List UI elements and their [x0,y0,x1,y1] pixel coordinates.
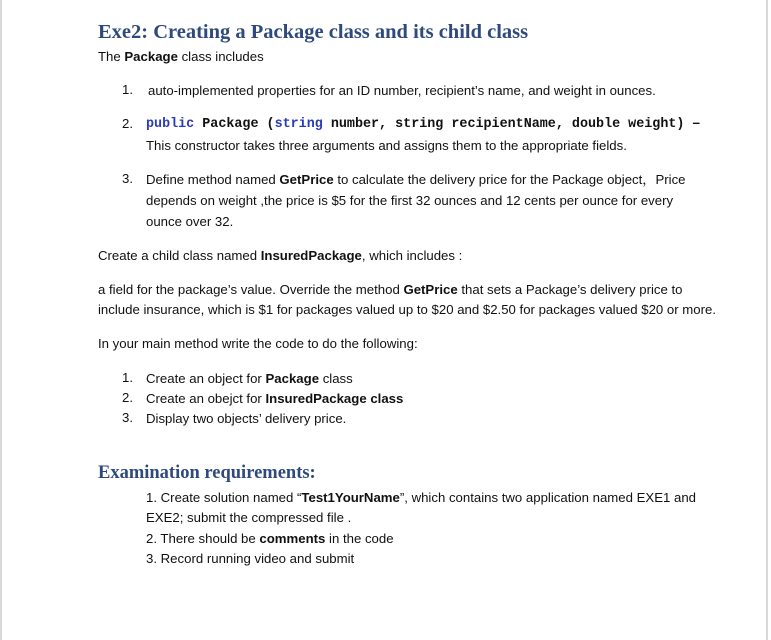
field-line-1 [98,281,683,298]
exam-req-3: 3. Record running video and submit [146,551,355,566]
item-1-number: 1. [122,82,133,97]
child-pre: Create a child class named [98,248,261,263]
main-item-2-number: 2. [122,390,133,405]
child-class-line [98,247,462,264]
field-line-2: include insurance, which is $1 for packages valued up to $20 and $2.50 for packages valued $20 or more. [98,302,717,317]
param-weight: weight) [620,117,693,132]
intro-pre: The [98,49,125,64]
field-post: that sets a Package’s delivery price to [457,282,683,297]
item-3-bold: GetPrice [279,172,334,187]
exam-req-2-post: in the code [325,531,394,546]
exam-req-1-post: ”, which contains two application named EXE1 and [399,490,697,505]
child-bold: InsuredPackage [260,248,362,263]
exam-req-1-bold: Test1YourName [301,490,400,505]
signature-dash: – [692,115,700,130]
main-item-1-bold: Package [265,371,320,386]
main-intro: In your main method write the code to do the following: [98,336,418,351]
keyword-public: public [146,117,195,132]
main-item-1-post: class [319,371,353,386]
exam-req-1-pre: 1. Create solution named “ [146,490,302,505]
main-item-2-bold: InsuredPackage class [265,391,404,406]
param-number: number, [322,117,396,132]
exam-req-2-pre: 2. There should be [146,531,260,546]
item-3-number: 3. [122,171,133,186]
item-2-number: 2. [122,116,133,131]
item-1-text: auto-implemented properties for an ID number, recipient’s name, and weight in ounces. [148,83,656,98]
field-pre: a field for the package’s value. Override the method [98,282,404,297]
item-3-post: to calculate the delivery price for the Package object，Price [333,172,686,187]
class-name: Package ( [194,117,275,132]
constructor-signature [146,115,700,132]
main-item-2-pre: Create an obejct for [146,391,266,406]
field-bold: GetPrice [403,282,458,297]
page-right-border [766,0,768,640]
exam-heading: Examination requirements: [98,463,316,483]
intro-bold: Package [124,49,178,64]
child-post: , which includes : [361,248,463,263]
item-3-line-3: ounce over 32. [146,214,234,229]
main-item-2 [146,390,403,407]
type-double: double [571,117,621,132]
exam-req-1-line-2: EXE2; submit the compressed file . [146,510,352,525]
param-recipient: recipientName, [443,117,572,132]
intro-line [98,48,264,65]
main-item-1 [146,370,353,387]
item-3-line-1 [146,171,686,188]
keyword-string: string [274,117,323,132]
exercise-heading: Exe2: Creating a Package class and its child class [98,21,529,43]
exam-req-1 [146,489,696,506]
main-item-1-pre: Create an object for [146,371,266,386]
page-left-border [0,0,2,640]
item-3-line-2: depends on weight ,the price is $5 for the first 32 ounces and 12 cents per ounce for every [146,193,674,208]
exam-req-2-bold: comments [259,531,326,546]
intro-post: class includes [177,49,264,64]
main-item-1-number: 1. [122,370,133,385]
main-item-3-number: 3. [122,410,133,425]
constructor-description: This constructor takes three arguments and assigns them to the appropriate fields. [146,138,627,153]
main-item-3: Display two objects’ delivery price. [146,411,347,426]
exam-req-2 [146,530,394,547]
type-string: string [395,117,444,132]
item-3-pre: Define method named [146,172,280,187]
